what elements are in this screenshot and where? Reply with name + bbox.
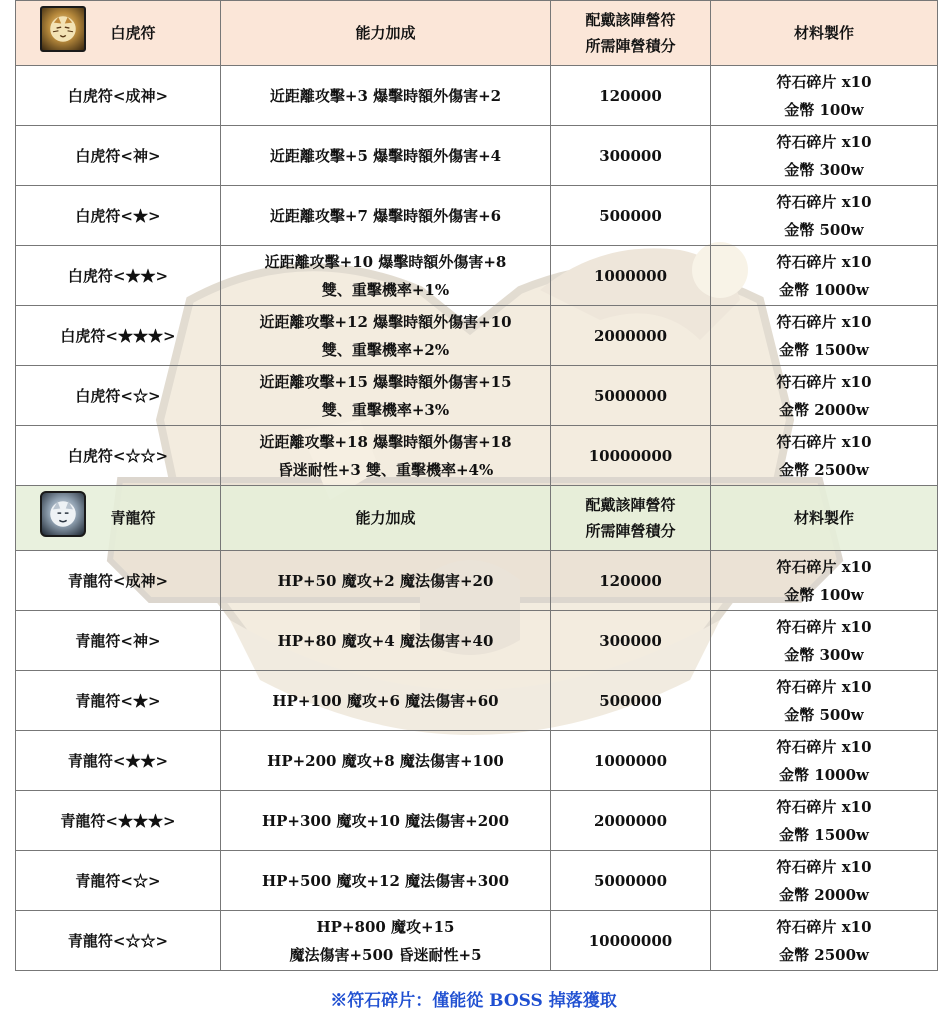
points-cell xyxy=(551,611,711,671)
talisman-name-cell xyxy=(16,551,221,611)
ability-cell xyxy=(221,671,551,731)
section-name-cell xyxy=(16,1,221,66)
ability-cell xyxy=(221,731,551,791)
white-tiger-icon xyxy=(40,6,86,52)
table-row xyxy=(16,366,938,426)
ability-line: 雙、重擊機率+2% xyxy=(321,340,450,359)
talisman-name: 青龍符<☆> xyxy=(75,871,161,890)
table-row xyxy=(16,126,938,186)
material-line: 符石碎片 x10 xyxy=(776,617,872,636)
ability-line: HP+50 魔攻+2 魔法傷害+20 xyxy=(277,571,494,590)
ability-line: 雙、重擊機率+1% xyxy=(321,280,450,299)
section-title: 白虎符 xyxy=(110,24,156,42)
talisman-name-cell xyxy=(16,791,221,851)
required-points: 300000 xyxy=(599,146,662,165)
talisman-name: 白虎符<★★★> xyxy=(60,326,176,345)
material-line: 符石碎片 x10 xyxy=(776,677,872,696)
talisman-name: 青龍符<☆☆> xyxy=(67,931,169,950)
table-row xyxy=(16,671,938,731)
table-row xyxy=(16,911,938,971)
points-header-line: 所需陣營積分 xyxy=(585,37,676,55)
material-line: 金幣 300w xyxy=(784,160,864,179)
material-line: 金幣 100w xyxy=(784,585,864,604)
table-row xyxy=(16,246,938,306)
table-row xyxy=(16,551,938,611)
talisman-name-cell xyxy=(16,731,221,791)
material-cell xyxy=(711,366,938,426)
azure-dragon-icon xyxy=(40,491,86,537)
material-line: 符石碎片 x10 xyxy=(776,857,872,876)
required-points: 300000 xyxy=(599,631,662,650)
points-cell xyxy=(551,911,711,971)
table-row xyxy=(16,426,938,486)
points-cell xyxy=(551,306,711,366)
talisman-name: 白虎符<★★> xyxy=(67,266,169,285)
material-cell xyxy=(711,66,938,126)
ability-line: HP+500 魔攻+12 魔法傷害+300 xyxy=(261,871,510,890)
material-line: 金幣 1000w xyxy=(779,280,869,299)
material-line: 符石碎片 x10 xyxy=(776,252,872,271)
material-line: 符石碎片 x10 xyxy=(776,132,872,151)
material-cell xyxy=(711,306,938,366)
material-cell xyxy=(711,791,938,851)
material-line: 金幣 100w xyxy=(784,100,864,119)
talisman-name: 白虎符<☆> xyxy=(75,386,161,405)
ability-cell xyxy=(221,366,551,426)
talisman-name-cell xyxy=(16,66,221,126)
talisman-name-cell xyxy=(16,426,221,486)
ability-cell xyxy=(221,66,551,126)
talisman-name-cell xyxy=(16,851,221,911)
ability-cell xyxy=(221,851,551,911)
ability-cell xyxy=(221,426,551,486)
ability-cell xyxy=(221,186,551,246)
ability-cell xyxy=(221,911,551,971)
ability-cell xyxy=(221,791,551,851)
talisman-name: 青龍符<★★★> xyxy=(60,811,176,830)
points-header-line: 配戴該陣營符 xyxy=(585,496,676,514)
ability-cell xyxy=(221,126,551,186)
section-header-row xyxy=(16,486,938,551)
ability-line: HP+800 魔攻+15 xyxy=(316,917,455,936)
required-points: 120000 xyxy=(599,86,662,105)
points-cell xyxy=(551,66,711,126)
points-cell xyxy=(551,791,711,851)
table-row xyxy=(16,731,938,791)
points-cell xyxy=(551,671,711,731)
talisman-name-cell xyxy=(16,246,221,306)
ability-cell xyxy=(221,551,551,611)
table-row xyxy=(16,791,938,851)
material-cell xyxy=(711,246,938,306)
talisman-name: 白虎符<成神> xyxy=(67,86,169,105)
ability-cell xyxy=(221,306,551,366)
points-header-line: 配戴該陣營符 xyxy=(585,11,676,29)
material-line: 金幣 2000w xyxy=(779,400,869,419)
talisman-name-cell xyxy=(16,186,221,246)
points-header xyxy=(551,486,711,551)
points-cell xyxy=(551,551,711,611)
ability-line: 雙、重擊機率+3% xyxy=(321,400,450,419)
ability-cell xyxy=(221,246,551,306)
table-row xyxy=(16,186,938,246)
material-cell xyxy=(711,611,938,671)
ability-header-label: 能力加成 xyxy=(355,24,416,42)
required-points: 1000000 xyxy=(593,266,668,285)
material-line: 金幣 2000w xyxy=(779,885,869,904)
talisman-name-cell xyxy=(16,671,221,731)
ability-line: HP+300 魔攻+10 魔法傷害+200 xyxy=(261,811,510,830)
ability-header-label: 能力加成 xyxy=(355,509,416,527)
ability-line: 近距離攻擊+7 爆擊時額外傷害+6 xyxy=(269,206,502,225)
talisman-name-cell xyxy=(16,366,221,426)
required-points: 500000 xyxy=(599,206,662,225)
ability-line: HP+100 魔攻+6 魔法傷害+60 xyxy=(272,691,499,710)
ability-line: 昏迷耐性+3 雙、重擊機率+4% xyxy=(277,460,494,479)
table-row xyxy=(16,611,938,671)
material-line: 符石碎片 x10 xyxy=(776,432,872,451)
talisman-name-cell xyxy=(16,911,221,971)
ability-line: HP+80 魔攻+4 魔法傷害+40 xyxy=(277,631,494,650)
talisman-name: 白虎符<☆☆> xyxy=(67,446,169,465)
talisman-name: 青龍符<★> xyxy=(75,691,161,710)
material-cell xyxy=(711,671,938,731)
table-row xyxy=(16,851,938,911)
talisman-name: 青龍符<★★> xyxy=(67,751,169,770)
material-line: 金幣 500w xyxy=(784,705,864,724)
ability-line: 魔法傷害+500 昏迷耐性+5 xyxy=(289,945,482,964)
points-cell xyxy=(551,731,711,791)
section-header-row xyxy=(16,1,938,66)
ability-line: 近距離攻擊+10 爆擊時額外傷害+8 xyxy=(264,252,507,271)
material-header xyxy=(711,486,938,551)
points-cell xyxy=(551,246,711,306)
material-line: 符石碎片 x10 xyxy=(776,372,872,391)
required-points: 2000000 xyxy=(593,811,668,830)
talisman-name: 白虎符<神> xyxy=(75,146,161,165)
table-row xyxy=(16,66,938,126)
material-line: 金幣 300w xyxy=(784,645,864,664)
talisman-name: 青龍符<神> xyxy=(75,631,161,650)
points-cell xyxy=(551,426,711,486)
material-cell xyxy=(711,126,938,186)
material-cell xyxy=(711,731,938,791)
material-cell xyxy=(711,911,938,971)
ability-line: 近距離攻擊+5 爆擊時額外傷害+4 xyxy=(269,146,502,165)
ability-header xyxy=(221,486,551,551)
material-line: 符石碎片 x10 xyxy=(776,312,872,331)
ability-line: 近距離攻擊+15 爆擊時額外傷害+15 xyxy=(259,372,512,391)
material-line: 符石碎片 x10 xyxy=(776,737,872,756)
required-points: 1000000 xyxy=(593,751,668,770)
material-header xyxy=(711,1,938,66)
ability-line: HP+200 魔攻+8 魔法傷害+100 xyxy=(267,751,504,770)
material-cell xyxy=(711,186,938,246)
required-points: 2000000 xyxy=(593,326,668,345)
ability-line: 近距離攻擊+18 爆擊時額外傷害+18 xyxy=(259,432,512,451)
points-cell xyxy=(551,186,711,246)
required-points: 5000000 xyxy=(593,386,668,405)
ability-line: 近距離攻擊+12 爆擊時額外傷害+10 xyxy=(259,312,512,331)
talisman-name-cell xyxy=(16,126,221,186)
footnote: ※符石碎片：僅能從 BOSS 掉落獲取 xyxy=(330,991,617,1011)
material-line: 符石碎片 x10 xyxy=(776,72,872,91)
ability-line: 近距離攻擊+3 爆擊時額外傷害+2 xyxy=(269,86,502,105)
material-line: 金幣 1500w xyxy=(779,825,869,844)
material-line: 符石碎片 x10 xyxy=(776,557,872,576)
material-cell xyxy=(711,851,938,911)
material-header-label: 材料製作 xyxy=(793,509,854,527)
required-points: 10000000 xyxy=(588,931,673,950)
material-line: 金幣 1000w xyxy=(779,765,869,784)
material-header-label: 材料製作 xyxy=(793,24,854,42)
points-cell xyxy=(551,126,711,186)
talisman-name: 白虎符<★> xyxy=(75,206,161,225)
points-header xyxy=(551,1,711,66)
material-cell xyxy=(711,426,938,486)
points-cell xyxy=(551,366,711,426)
material-line: 符石碎片 x10 xyxy=(776,192,872,211)
material-line: 金幣 1500w xyxy=(779,340,869,359)
required-points: 120000 xyxy=(599,571,662,590)
material-cell xyxy=(711,551,938,611)
material-line: 金幣 2500w xyxy=(779,945,869,964)
ability-cell xyxy=(221,611,551,671)
section-name-cell xyxy=(16,486,221,551)
talisman-table xyxy=(15,0,938,971)
required-points: 10000000 xyxy=(588,446,673,465)
required-points: 5000000 xyxy=(593,871,668,890)
talisman-name-cell xyxy=(16,611,221,671)
talisman-name-cell xyxy=(16,306,221,366)
points-cell xyxy=(551,851,711,911)
material-line: 符石碎片 x10 xyxy=(776,917,872,936)
material-line: 金幣 500w xyxy=(784,220,864,239)
ability-header xyxy=(221,1,551,66)
material-line: 金幣 2500w xyxy=(779,460,869,479)
points-header-line: 所需陣營積分 xyxy=(585,522,676,540)
table-row xyxy=(16,306,938,366)
section-title: 青龍符 xyxy=(110,509,156,527)
talisman-name: 青龍符<成神> xyxy=(67,571,169,590)
material-line: 符石碎片 x10 xyxy=(776,797,872,816)
required-points: 500000 xyxy=(599,691,662,710)
